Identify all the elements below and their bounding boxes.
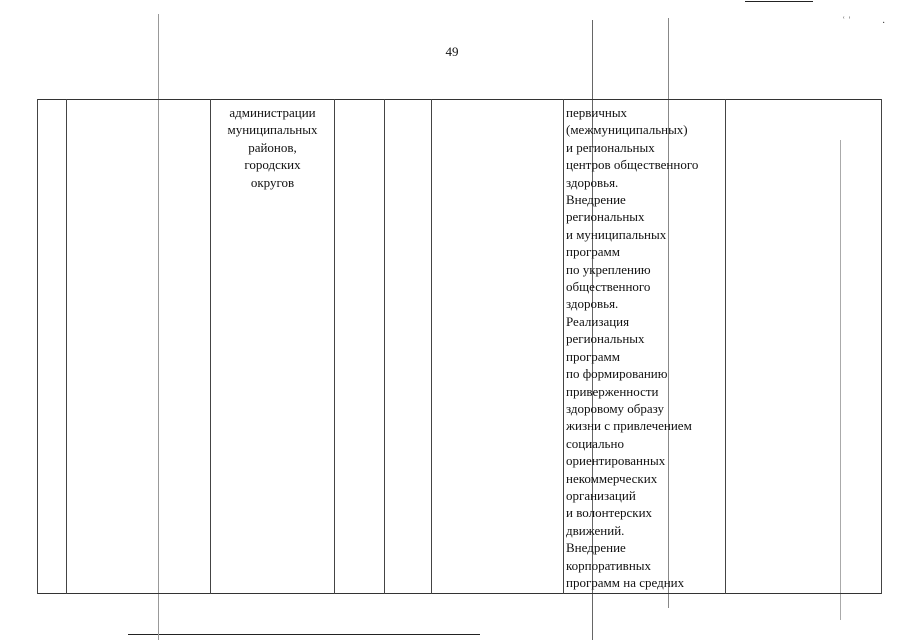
page-number: 49 (445, 44, 459, 59)
table-column-border (725, 99, 726, 594)
scan-guide-line (840, 140, 841, 620)
cell-line: Внедрение (566, 192, 626, 208)
cell-line: региональных (566, 331, 645, 347)
scan-artifact-top-line (745, 1, 813, 2)
table-column-border (384, 99, 385, 594)
cell-line: приверженности (566, 383, 659, 399)
table-top-border (37, 99, 882, 100)
cell-line: по укреплению (566, 261, 651, 277)
cell-line: корпоративных (566, 557, 652, 573)
cell-line: Внедрение (566, 540, 626, 556)
scan-artifact-mark: ʿ ʾ (842, 16, 852, 27)
cell-line: районов, (248, 139, 297, 155)
cell-line: программ на средних (566, 574, 685, 590)
cell-line: администрации (229, 105, 316, 120)
cell-line: жизни с привлечением (566, 418, 692, 434)
cell-line: здоровья. (566, 296, 619, 312)
scan-artifact-mark: · (882, 18, 886, 29)
table-column-border (37, 99, 38, 594)
scan-guide-line (158, 14, 159, 640)
cell-line: и региональных (566, 139, 655, 155)
cell-line: муниципальных (227, 122, 318, 138)
table-column-border (334, 99, 335, 594)
cell-line: и муниципальных (566, 226, 667, 242)
cell-line: (межмуниципальных) (566, 122, 688, 138)
cell-line: округов (250, 174, 295, 190)
cell-line: социально (566, 435, 624, 451)
table-column-border (563, 99, 564, 594)
table-bottom-border (37, 593, 882, 594)
cell-line: программ (566, 348, 621, 364)
cell-line: по формированию (566, 366, 668, 382)
cell-line: здоровому образу (566, 400, 665, 416)
cell-line: некоммерческих (566, 470, 658, 486)
table-column-border (431, 99, 432, 594)
cell-line: здоровья. (566, 174, 619, 190)
footnote-rule (128, 634, 480, 635)
table-column-border (881, 99, 882, 594)
cell-line: организаций (566, 487, 636, 503)
cell-line: городских (244, 157, 301, 173)
cell-line: программ (566, 244, 621, 260)
cell-line: общественного (566, 279, 651, 295)
cell-line: Реализация (566, 313, 630, 329)
table-column-border (66, 99, 67, 594)
cell-line: первичных (566, 105, 628, 120)
cell-line: движений. (566, 522, 625, 538)
cell-line: и волонтерских (566, 505, 653, 521)
cell-line: региональных (566, 209, 645, 225)
table-cell-responsible (211, 104, 334, 191)
cell-line: центров общественного (566, 157, 699, 173)
cell-line: ориентированных (566, 453, 666, 469)
table-cell-description (566, 104, 724, 591)
